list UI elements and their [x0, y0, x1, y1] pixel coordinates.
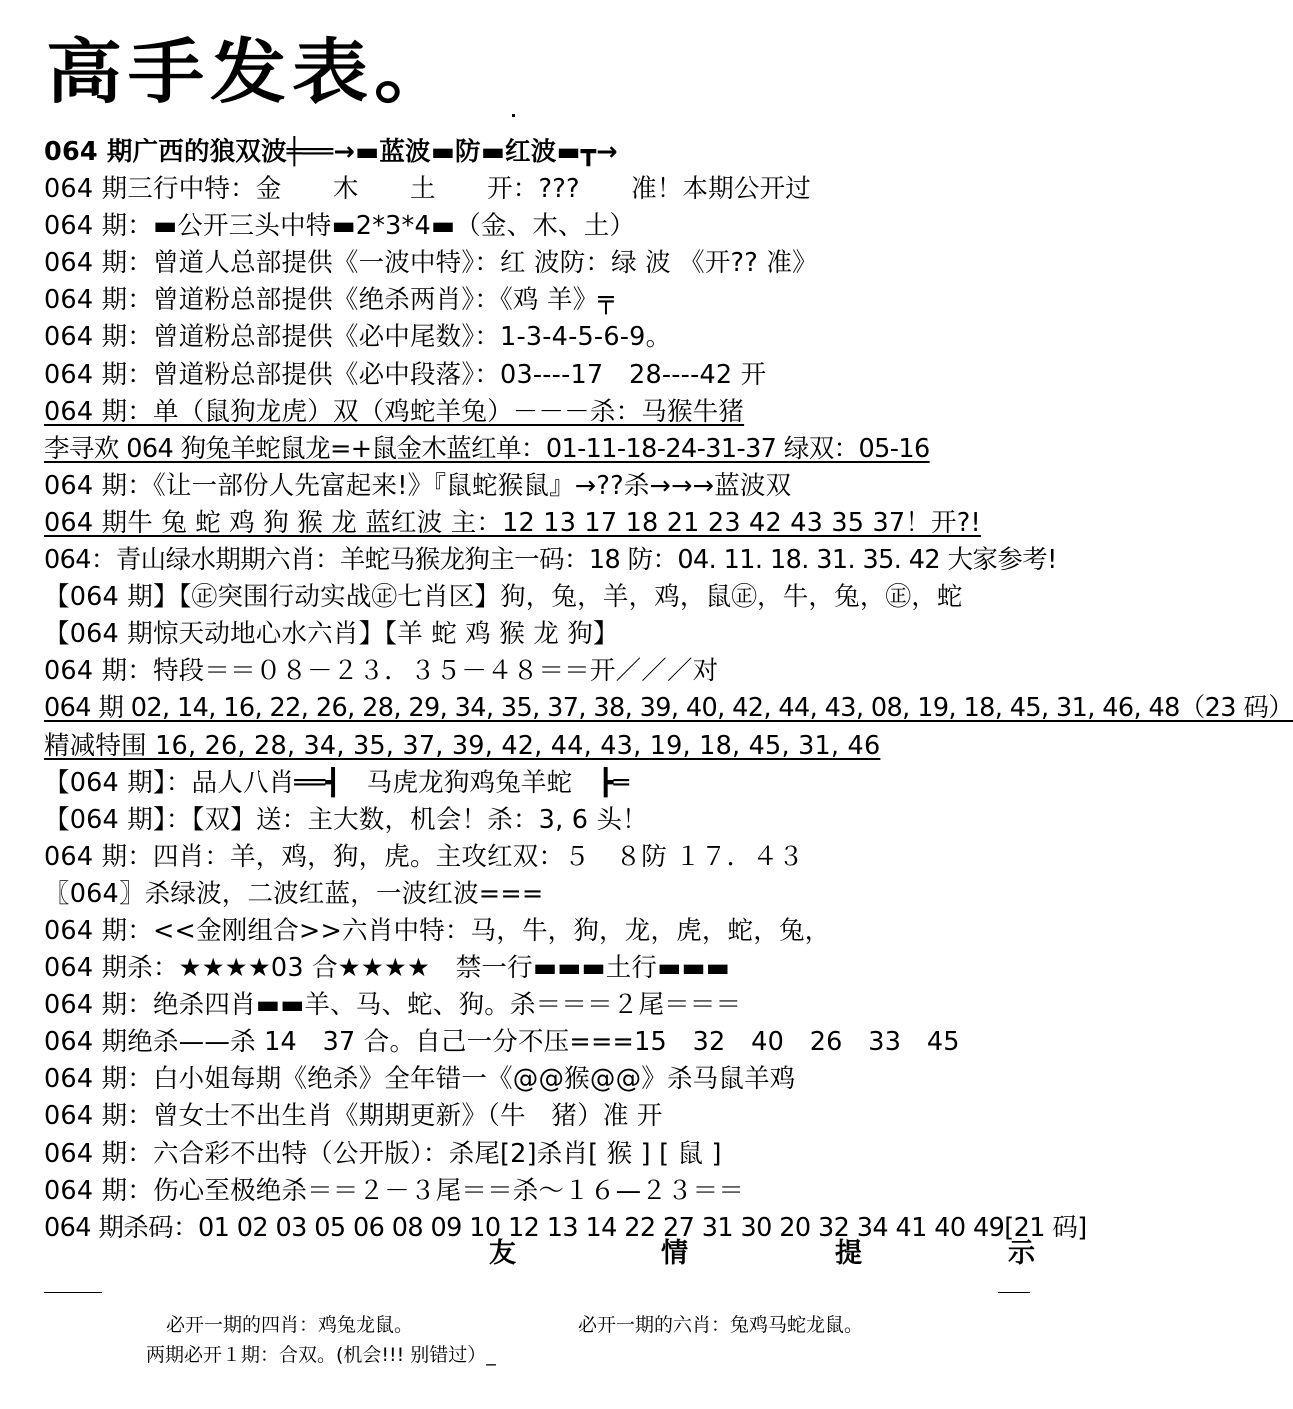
prediction-list: [44, 134, 1293, 1247]
footer-four-zodiac: 必开一期的四肖：鸡兔龙鼠。: [166, 1314, 414, 1336]
prediction-line: 064 期：曾道粉总部提供《绝杀两肖》：《鸡 羊》╤: [44, 285, 614, 316]
prediction-line: 064 期广西的狼双波╪══→▬蓝波▬防▬红波▬┳→: [44, 137, 618, 167]
prediction-line: 064 期：六合彩不出特（公开版）：杀尾[2]杀肖[ 猴 ] [ 鼠 ]: [44, 1138, 722, 1169]
prediction-line: 精减特围 16, 26, 28, 34, 35, 37, 39, 42, 44, 43, 19, 18, 45, 31, 46: [44, 730, 881, 761]
tip-char: 示: [1008, 1238, 1035, 1269]
prediction-line: 064：青山绿水期期六肖：羊蛇马猴龙狗主一码：18 防：04. 11. 18. 31. 35. 42 大家参考!: [44, 545, 1057, 576]
prediction-line: 064 期牛 兔 蛇 鸡 狗 猴 龙 蓝红波 主：12 13 17 18 21 23 42 43 35 37！开?!: [44, 507, 981, 538]
prediction-line: 064 期：曾女士不出生肖《期期更新》（牛 猪）准 开: [44, 1101, 663, 1132]
prediction-line: 李寻欢 064 狗兔羊蛇鼠龙=+鼠金木蓝红单：01-11-18-24-31-37 绿双：05-16: [44, 433, 930, 464]
prediction-line: 064 期杀码：01 02 03 05 06 08 09 10 12 13 14 22 27 31 30 20 32 34 41 40 49[21 码]: [44, 1212, 1087, 1243]
divider-right: [998, 1292, 1030, 1293]
prediction-line: 064 期：特段＝＝０８－２３．３５－４８＝＝开／／／对: [44, 656, 719, 687]
prediction-line: 064 期：▬公开三头中特▬2*3*4▬（金、木、土）: [44, 211, 636, 242]
prediction-line: 064 期：<<金刚组合>>六肖中特：马，牛，狗，龙，虎，蛇，兔，: [44, 915, 831, 946]
prediction-line: 【064 期】【㊣突围行动实战㊣七肖区】狗，兔，羊，鸡，鼠㊣，牛，兔，㊣，蛇: [44, 582, 963, 613]
prediction-line: 064 期：伤心至极绝杀＝＝２－３尾＝＝杀～１６—２３＝＝: [44, 1175, 745, 1206]
prediction-line: 【064 期惊天动地心水六肖】【羊 蛇 鸡 猴 龙 狗】: [44, 619, 619, 650]
prediction-line: 064 期：白小姐每期《绝杀》全年错一《@@猴@@》杀马鼠羊鸡: [44, 1064, 796, 1095]
tip-char: 友: [489, 1238, 516, 1269]
tip-heading: [44, 1234, 1040, 1274]
stray-dot: [512, 114, 515, 117]
prediction-line: 【064 期】：品人八肖══┫ 马虎龙狗鸡兔羊蛇 ┣═: [44, 767, 630, 798]
divider-left: [44, 1292, 102, 1293]
page-title: 高手发表。: [46, 30, 456, 113]
prediction-line: 064 期：绝杀四肖▬▬羊、马、蛇、狗。杀＝＝＝２尾＝＝＝: [44, 990, 742, 1021]
prediction-line: 064 期：四肖：羊，鸡，狗，虎。主攻红双：５ ８防 １７．４３: [44, 841, 804, 872]
prediction-line: 064 期：曾道粉总部提供《必中尾数》：1-3-4-5-6-9。: [44, 322, 672, 353]
prediction-line: 064 期：《让一部份人先富起来!》『鼠蛇猴鼠』→??杀→→→蓝波双: [44, 470, 792, 501]
prediction-line: 064 期：曾道粉总部提供《必中段落》：03----17 28----42 开: [44, 359, 767, 390]
prediction-line: 〖064〗杀绿波，二波红蓝，一波红波===: [44, 878, 544, 909]
prediction-line: 064 期绝杀——杀 14 37 合。自己一分不压===15 32 40 26 33 45: [44, 1027, 960, 1058]
prediction-line: 【064 期】：【双】送：主大数，机会！杀：3, 6 头！: [44, 804, 648, 835]
tip-char: 情: [661, 1238, 688, 1269]
prediction-line: 064 期：单（鼠狗龙虎）双（鸡蛇羊兔）－－－杀：马猴牛猪: [44, 396, 745, 427]
footer-six-zodiac: 必开一期的六肖：兔鸡马蛇龙鼠。: [578, 1314, 864, 1336]
prediction-line: 064 期三行中特：金 木 土 开：??? 准！本期公开过: [44, 174, 811, 205]
tip-char: 提: [835, 1238, 862, 1269]
footer-two-period: 两期必开１期：合双。(机会!!! 别错过）_: [146, 1344, 496, 1366]
prediction-line: 064 期 02, 14, 16, 22, 26, 28, 29, 34, 35, 37, 38, 39, 40, 42, 44, 43, 08, 19, 18, 45, 31, 46, 48（23 码）: [44, 693, 1293, 724]
prediction-line: 064 期杀：★★★★03 合★★★★ 禁一行▬▬▬土行▬▬▬: [44, 953, 730, 984]
prediction-line: 064 期：曾道人总部提供《一波中特》：红 波防：绿 波 《开?? 准》: [44, 248, 818, 279]
